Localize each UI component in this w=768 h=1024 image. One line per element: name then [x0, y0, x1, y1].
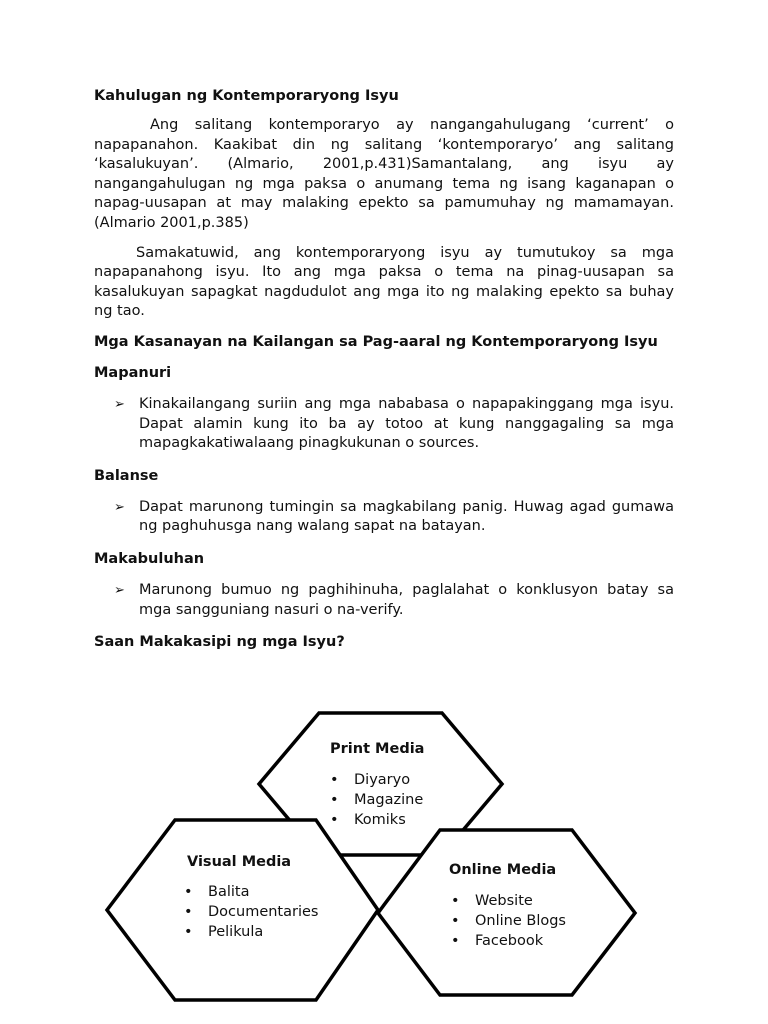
paragraph-definition: Ang salitang kontemporaryo ay nangangahulugang ‘current’ o napapanahon. Kaakibat din ng salitang ‘kontemporaryo’ ang salitang ‘kasalukuyan’. (Almario, 2001,p.431)Samantalang, ang isyu ay nangangahulugan ng mga paksa o anumang tema ng isang kaganapan o napag-uusapan at may malaking epekto sa pamumuhay ng mamamayan. (Almario 2001,p.385) [94, 117, 674, 231]
print-media-box [330, 739, 480, 830]
bullet-dot-icon: • [184, 923, 193, 940]
list-item: • Diyaryo [330, 771, 480, 791]
skill-title-mapanuri: Mapanuri [94, 364, 172, 381]
paragraph-conclusion: Samakatuwid, ang kontemporaryong isyu ay tumutukoy sa mga napapanahong isyu. Ito ang mga paksa o tema na pinag-uusapan sa kasalukuyan sapagkat nagdudulot ang mga ito ng malaking epekto sa buhay ng tao. [94, 244, 674, 320]
visual-media-box [184, 852, 322, 942]
section-heading-saan: Saan Makakasipi ng mga Isyu? [94, 634, 345, 651]
arrow-bullet-icon: ➢ [114, 396, 125, 412]
bullet-dot-icon: • [184, 903, 193, 920]
bullet-dot-icon: • [330, 791, 339, 808]
bullet-dot-icon: • [330, 772, 339, 788]
list-item: • Online Blogs [451, 912, 599, 932]
document-body [94, 86, 674, 652]
media-sources-diagram [0, 700, 768, 1024]
bullet-dot-icon: • [451, 932, 460, 949]
online-media-box [449, 860, 599, 951]
skill-title-balanse: Balanse [94, 467, 159, 484]
online-media-title: Online Media [449, 862, 557, 878]
skill-text-makabuluhan: Marunong bumuo ng paghihinuha, paglalahat o konklusyon batay sa mga sangguniang nasuri o na-verify. [139, 581, 674, 618]
list-item: • Facebook [451, 932, 599, 952]
skill-text-balanse: Dapat marunong tumingin sa magkabilang panig. Huwag agad gumawa ng paghuhusga nang walang sapat na batayan. [139, 498, 674, 535]
print-media-title: Print Media [330, 741, 425, 757]
visual-media-title: Visual Media [187, 854, 292, 870]
online-media-list [451, 892, 599, 951]
skill-bullet-mapanuri [94, 395, 674, 454]
bullet-dot-icon: • [451, 893, 460, 909]
bullet-dot-icon: • [330, 811, 339, 828]
list-item: • Balita [184, 883, 322, 903]
arrow-bullet-icon: ➢ [114, 582, 125, 598]
skill-title-makabuluhan: Makabuluhan [94, 550, 205, 567]
skill-bullet-makabuluhan [94, 581, 674, 620]
skill-text-mapanuri: Kinakailangang suriin ang mga nababasa o napapakinggang mga isyu. Dapat alamin kung ito ba ay totoo at kung nanggagaling sa mga mapagkakatiwalaang pinagkukunan o sources. [139, 395, 674, 452]
section-heading-kasanayan: Mga Kasanayan na Kailangan sa Pag-aaral ng Kontemporaryong Isyu [94, 333, 658, 350]
list-item: • Documentaries [184, 903, 322, 923]
bullet-dot-icon: • [184, 884, 193, 900]
list-item: • Magazine [330, 791, 480, 811]
list-item: • Pelikula [184, 923, 322, 943]
list-item: • Komiks [330, 811, 480, 831]
print-media-list [330, 771, 480, 830]
bullet-dot-icon: • [451, 912, 460, 929]
visual-media-list [184, 883, 322, 942]
list-item: • Website [451, 892, 599, 912]
arrow-bullet-icon: ➢ [114, 499, 125, 515]
skill-bullet-balanse [94, 498, 674, 537]
section-heading-kahulugan: Kahulugan ng Kontemporaryong Isyu [94, 88, 399, 104]
